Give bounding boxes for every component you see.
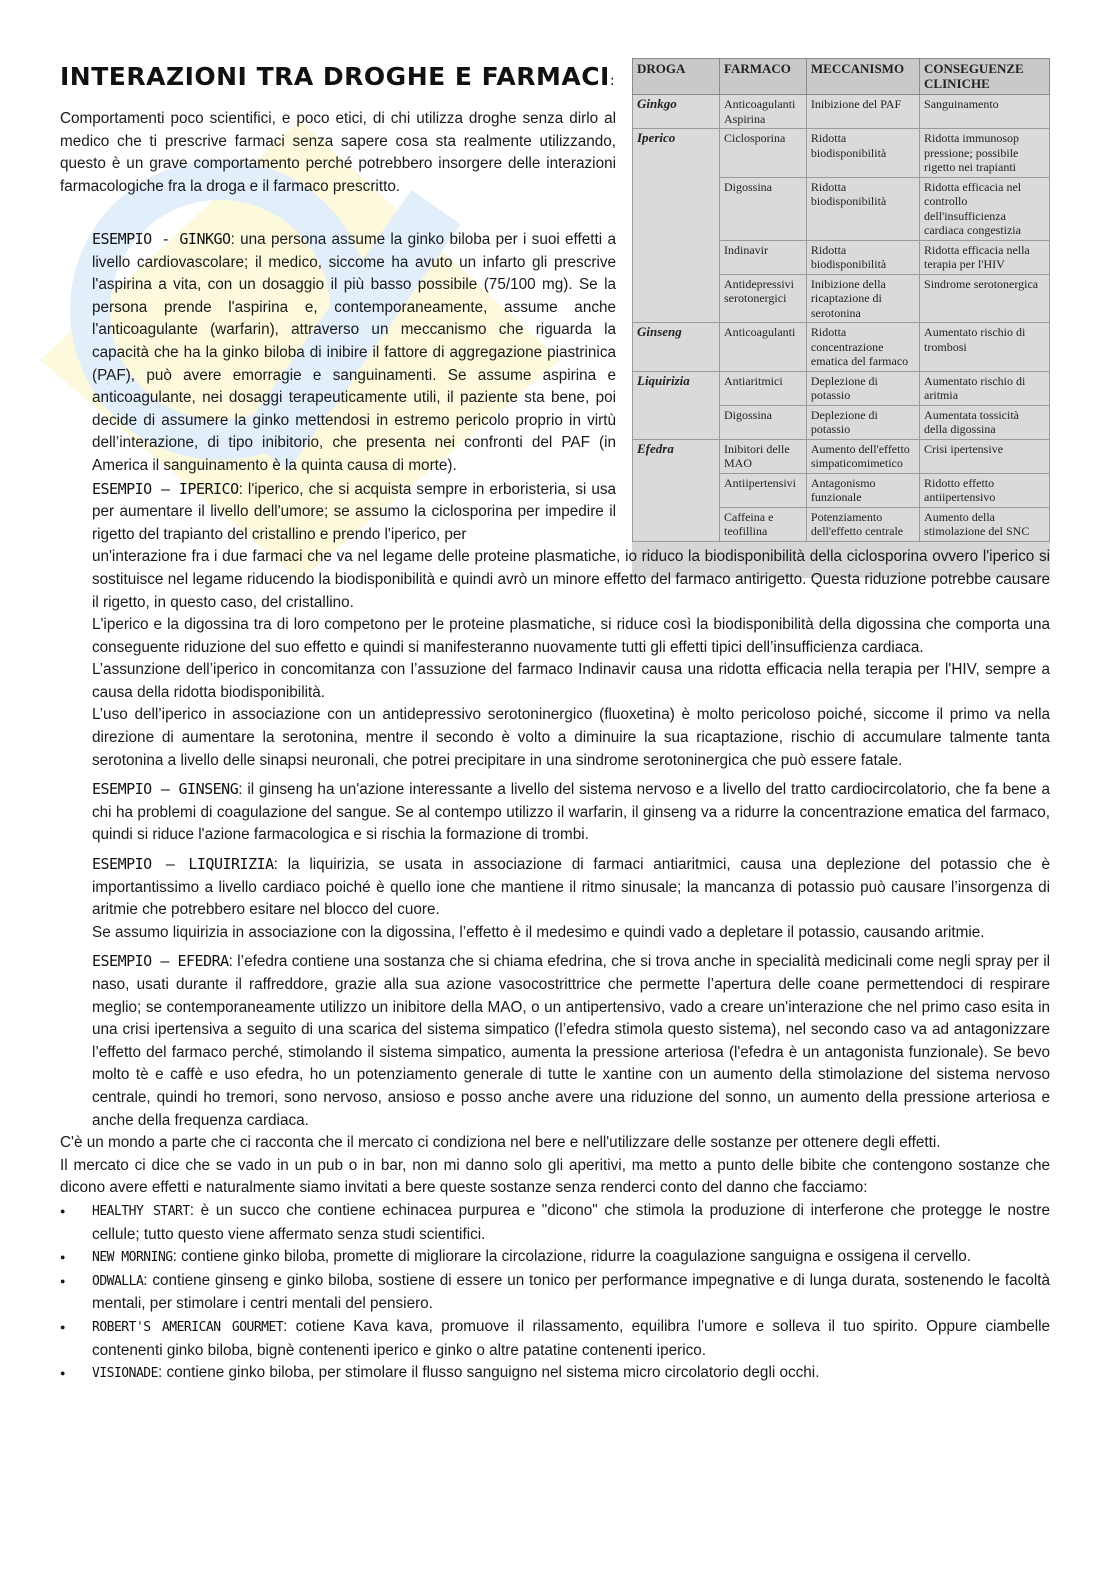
iperico-antidepressivi: L’uso dell’iperico in associazione con un antidepressivo serotoninergico (fluoxetina) è molto pericoloso poiché, siccome il primo va nella direzione di aumentare la serotonina, mentre il secondo è volto a diminuire la sua ricaptazione, rischio di accumulare talmente tanta serotonina a livello delle sinapsi neuronali, che potrei precipitare in una sindrome serotoninergica che può essere fatale. <box>92 706 1050 769</box>
intro-paragraph: Comportamenti poco scientifici, e poco etici, di chi utilizza droghe senza dirlo al medico che ti prescrive farmaci senza sapere cosa sta realmente utilizzando, questo è un grave comportamento perché potrebbero insorgere delle interazioni farmacologiche fra la droga e il farmaco prescritto. <box>60 110 616 195</box>
page-title: INTERAZIONI TRA DROGHE E FARMACI: <box>60 62 616 91</box>
example-iperico: ESEMPIO — IPERICO: l'iperico, che si acquista sempre in erboristeria, si usa per aumentare il livello dell'umore; se assumo la ciclosporina per impedire il rigetto del trapianto del cristallino e prendo l'iperico, per <box>92 479 616 543</box>
table-row: Digossina Deplezione di potassio Aumentata tossicità della digossina <box>633 405 1050 439</box>
table-row: Ginseng Anticoagulanti Ridotta concentrazione ematica del farmaco Aumentato rischio di trombosi <box>633 323 1050 372</box>
products-list <box>60 1200 1050 1386</box>
body-text <box>60 228 1050 1386</box>
header-conseguenze: CONSEGUENZE CLINICHE <box>920 59 1050 95</box>
table-row: Antiipertensivi Antagonismo funzionale Ridotto effetto antiipertensivo <box>633 473 1050 507</box>
table-header-row <box>633 59 1050 95</box>
example-label: ESEMPIO — LIQUIRIZIA <box>92 855 274 874</box>
example-ginseng: ESEMPIO — GINSENG: il ginseng ha un'azione interessante a livello del sistema nervoso e a livello del tratto cardiocircolatorio, che fa bene a chi ha problemi di coagulazione del sangue. Se al contempo utilizzo il warfarin, il ginseng va a ridurre la concentrazione ematica del farmaco, quindi si riduce l'azione farmacologica e si rischia la formazione di trombi. <box>92 780 1050 844</box>
liquirizia-digossina: Se assumo liquirizia in associazione con la digossina, l’effetto è il medesimo e quindi vado a depletare il potassio, causando aritmie. <box>92 923 985 941</box>
example-ginkgo: ESEMPIO - GINKGO: una persona assume la ginko biloba per i suoi effetti a livello cardiovascolare; il medico, siccome ha avuto un infarto gli prescrive l'aspirina a vita, con un dosaggio il più basso possibile (75/100 mg). Se la persona prende l'aspirina e, contemporaneamente, assume anche l'anticoagulante (warfarin), attraverso un meccanismo che riguarda la capacità che ha la ginko biloba di inibire il fattore di aggregazione piastrinica (PAF), può avere emorragie e sanguinamenti. Se assume aspirina e anticoagulante, nei dosaggi terapeuticamente utili, il paziente sta bene, poi decide di assumere la ginko mettendosi in estremo pericolo proprio in virtù dell’interazione, di tipo inibitorio, che presenta nei confronti del PAF (in America il sanguinamento è la quinta causa di morte). <box>92 230 616 474</box>
list-item: ● VISIONADE: contiene ginko biloba, per stimolare il flusso sanguigno nel sistema micro circolatorio degli occhi. <box>60 1362 1050 1386</box>
list-item: ● HEALTHY START: è un succo che contiene echinacea purpurea e "dicono" che stimola la produzione di interferone che protegge le nostre cellule; tutto questo viene affermato senza studi scientifici. <box>60 1200 1050 1246</box>
example-label: ESEMPIO — IPERICO <box>92 479 239 498</box>
table-row: Digossina Ridotta biodisponibilità Ridotta efficacia nel controllo dell'insufficienza cardiaca congestizia <box>633 177 1050 240</box>
table-row: Indinavir Ridotta biodisponibilità Ridotta efficacia nella terapia per l'HIV <box>633 240 1050 274</box>
example-efedra: ESEMPIO — EFEDRA: l’efedra contiene una sostanza che si chiama efedrina, che si trova anche in specialità medicinali come negli spray per il naso, usati durante il raffreddore, grazie alla sua azione vasocostrittrice che permette l’apertura delle coane permettendoci di respirare meglio; se contemporaneamente utilizzo un inibitore della MAO, o un antipertensivo, vado a creare un'interazione che nel primo caso esita in una crisi ipertensiva a seguito di una scarica del sistema simpatico (l’efedra stimola questo sistema), nel secondo caso va ad antagonizzare l’effetto del farmaco perché, stimolando il sistema simpatico, aumenta la pressione arteriosa (l'efedra è un antagonista funzionale). Se bevo molto tè e caffè e uso efedra, ho un potenziamento generale di tutte le xantine con un aumento della stimolazione del sistema nervoso centrale, quindi ho tremori, sono nervoso, ansioso e posso anche avere una riduzione del sonno, un aumento della pressione arteriosa e anche della frequenza cardiaca. <box>92 952 1051 1129</box>
header-droga: DROGA <box>633 59 720 95</box>
example-label: ESEMPIO — GINSENG <box>92 780 239 799</box>
table-row: Caffeina e teofillina Potenziamento dell'effetto centrale Aumento della stimolazione del SNC <box>633 507 1050 541</box>
iperico-continuation: un'interazione fra i due farmaci che va nel legame delle proteine plasmatiche, io riduco la biodisponibilità della ciclosporina ovvero l'iperico si sostituisce nel legame riducendo la biodisponibilità e quindi avrò un minore effetto del farmaco antirigetto. Questa riduzione potrebbe causare il rigetto, in questo caso, del cristallino. <box>92 548 1050 611</box>
market-paragraph-2: Il mercato ci dice che se vado in un pub o in bar, non mi danno solo gli aperitivi, ma metto a punto delle bibite che contengono sostanze che dicono avere effetti e naturalmente siamo invitati a bere queste sostanze senza renderci conto del danno che facciamo: <box>60 1156 1050 1197</box>
table-row: Efedra Inibitori delle MAO Aumento dell'effetto simpaticomimetico Crisi ipertensive <box>633 439 1050 473</box>
iperico-indinavir: L’assunzione dell’iperico in concomitanza con l’assuzione del farmaco Indinavir causa una ridotta efficacia nella terapia per l'HIV, sempre a causa della ridotta biodisponibilità. <box>92 661 1050 701</box>
example-liquirizia: ESEMPIO — LIQUIRIZIA: la liquirizia, se usata in associazione di farmaci antiaritmici, causa una deplezione del potassio che è importantissimo a livello cardiaco poiché è quello ione che mantiene il ritmo sinusale; la mancanza di potassio può causare l’insorgenza di aritmie che potrebbero esitare nel blocco del cuore. <box>92 855 1050 919</box>
table-row: Antidepressivi serotonergici Inibizione della ricaptazione di serotonina Sindrome serotonergica <box>633 274 1050 323</box>
market-paragraph: C'è un mondo a parte che ci racconta che il mercato ci condiziona nel bere e nell'utilizzare delle sostanze per ottenere degli effetti. <box>60 1134 941 1152</box>
header-farmaco: FARMACO <box>720 59 807 95</box>
example-label: ESEMPIO - GINKGO <box>92 230 231 248</box>
list-item: ● NEW MORNING: contiene ginko biloba, promette di migliorare la circolazione, ridurre la coagulazione sanguigna e ossigena il cervello. <box>60 1246 1050 1270</box>
list-item: ● ROBERT'S AMERICAN GOURMET: cotiene Kava kava, promuove il rilassamento, equilibra l'umore e solleva il tuo spirito. Oppure ciambelle contenenti ginko biloba, bignè contenenti iperico e ginko o altre patatine contenenti iperico. <box>60 1316 1050 1362</box>
example-label: ESEMPIO — EFEDRA <box>92 952 229 971</box>
list-item: ● ODWALLA: contiene ginseng e ginko biloba, sostiene di essere un tonico per performance impegnative e di lunga durata, sostenendo le facoltà mentali, per stimolare i centri mentali del pensiero. <box>60 1270 1050 1316</box>
table-row: Iperico Ciclosporina Ridotta biodisponibilità Ridotta immunosop pressione; possibile rigetto nei trapianti <box>633 129 1050 178</box>
table-row: Ginkgo Anticoagulanti Aspirina Inibizione del PAF Sanguinamento <box>633 95 1050 129</box>
table-row: Liquirizia Antiaritmici Deplezione di potassio Aumentato rischio di aritmia <box>633 371 1050 405</box>
iperico-digossina: L'iperico e la digossina tra di loro competono per le proteine plasmatiche, si riduce così la biodisponibilità della digossina che comporta una conseguente riduzione del suo effetto e quindi si manifesteranno nuovamente tutti gli effetti tipici dell’insufficienza cardiaca. <box>92 616 1050 656</box>
header-meccanismo: MECCANISMO <box>806 59 919 95</box>
